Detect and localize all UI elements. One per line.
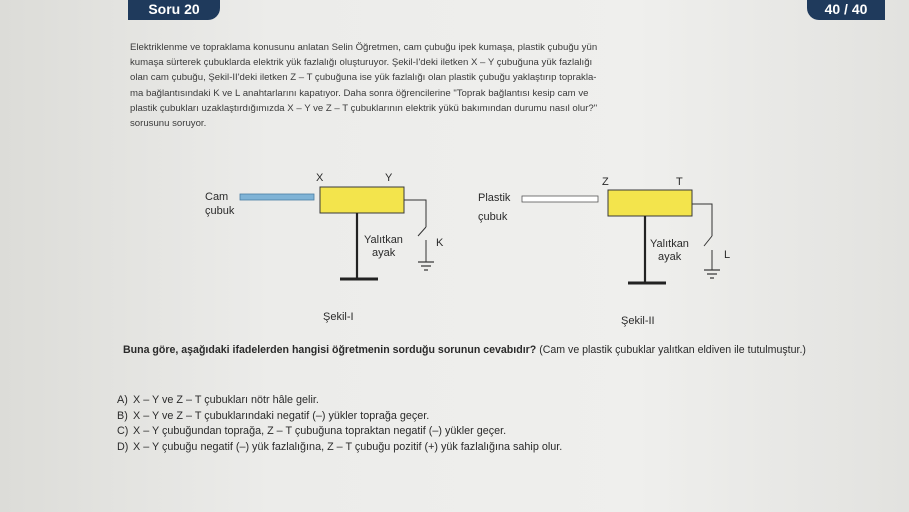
plastic-rod — [522, 196, 598, 202]
ground-wire — [692, 204, 712, 236]
glass-rod-label: çubuk — [205, 205, 235, 217]
conductor-end-t: T — [676, 176, 683, 188]
switch-k-label: K — [436, 237, 444, 249]
conductor-end-y: Y — [385, 172, 393, 184]
plastic-rod-label: Plastik — [478, 192, 511, 204]
option-letter: A) — [117, 394, 128, 406]
glass-rod — [240, 194, 314, 200]
switch-l — [704, 236, 712, 246]
option-text: X – Y ve Z – T çubuklarındaki negatif (–) yükler toprağa geçer. — [133, 409, 430, 422]
option-letter: D) — [117, 440, 129, 453]
conductor-end-x: X — [316, 172, 324, 184]
option-b[interactable] — [117, 409, 562, 425]
question-text: Buna göre, aşağıdaki ifadelerden hangisi öğretmenin sorduğu sorunun cevabıdır? — [123, 344, 537, 356]
insulating-stand-label: ayak — [372, 247, 396, 259]
ground-wire — [404, 200, 426, 227]
plastic-rod-label: çubuk — [478, 211, 508, 223]
switch-l-label: L — [724, 249, 731, 261]
figure-1-caption: Şekil-I — [323, 311, 354, 323]
page-counter-tab: 40 / 40 — [807, 0, 885, 20]
conductor-zt — [608, 190, 692, 216]
option-letter: C) — [117, 425, 129, 437]
switch-k — [418, 227, 426, 236]
intro-line: plastik çubukları uzaklaştırdığımızda X – Y ve Z – T çubuklarının elektrik yükü bakımından durumu nasıl olur?" — [130, 102, 598, 114]
insulating-stand-label: ayak — [658, 251, 682, 263]
option-letter: B) — [117, 409, 128, 422]
option-text: X – Y ve Z – T çubukları nötr hâle gelir. — [133, 394, 319, 406]
figure-1 — [205, 172, 444, 323]
insulating-stand-label: Yalıtkan — [364, 234, 403, 246]
answer-options — [117, 393, 562, 455]
conductor-xy — [320, 187, 404, 213]
intro-line: olan cam çubuğu, Şekil-II'deki iletken Z – T çubuğuna ise yük fazlalığı olan plastik çubuğu yaklaştırıp toprakla- — [130, 72, 597, 84]
figure-2 — [478, 176, 730, 327]
question-number-tab: Soru 20 — [128, 0, 220, 20]
option-d[interactable] — [117, 440, 562, 456]
conductor-end-z: Z — [602, 176, 609, 188]
option-text: X – Y çubuğundan toprağa, Z – T çubuğuna topraktan negatif (–) yükler geçer. — [133, 425, 507, 437]
option-text: X – Y çubuğu negatif (–) yük fazlalığına, Z – T çubuğu pozitif (+) yük fazlalığına sahip olur. — [133, 440, 563, 453]
option-c[interactable] — [117, 424, 562, 440]
intro-line: sorusunu soruyor. — [130, 118, 207, 130]
intro-line: kumaşa sürterek çubuklarda elektrik yük fazlalığı oluşturuyor. Şekil-I'deki iletken X – Y çubuğuna yük fazlalığı — [130, 57, 593, 69]
question-stem — [123, 343, 833, 358]
intro-line: Elektriklenme ve topraklama konusunu anlatan Selin Öğretmen, cam çubuğu ipek kumaşa, plastik çubuğu yün — [130, 42, 598, 53]
glass-rod-label: Cam — [205, 191, 229, 203]
insulating-stand-label: Yalıtkan — [650, 238, 689, 250]
question-note: (Cam ve plastik çubuklar yalıtkan eldiven ile tutulmuştur.) — [539, 344, 806, 356]
figure-2-caption: Şekil-II — [621, 315, 655, 327]
option-a[interactable] — [117, 393, 562, 409]
intro-line: ma bağlantısındaki K ve L anahtarlarını kapatıyor. Daha sonra öğrencilerine "Toprak bağlantısı kesip cam ve — [130, 87, 589, 99]
